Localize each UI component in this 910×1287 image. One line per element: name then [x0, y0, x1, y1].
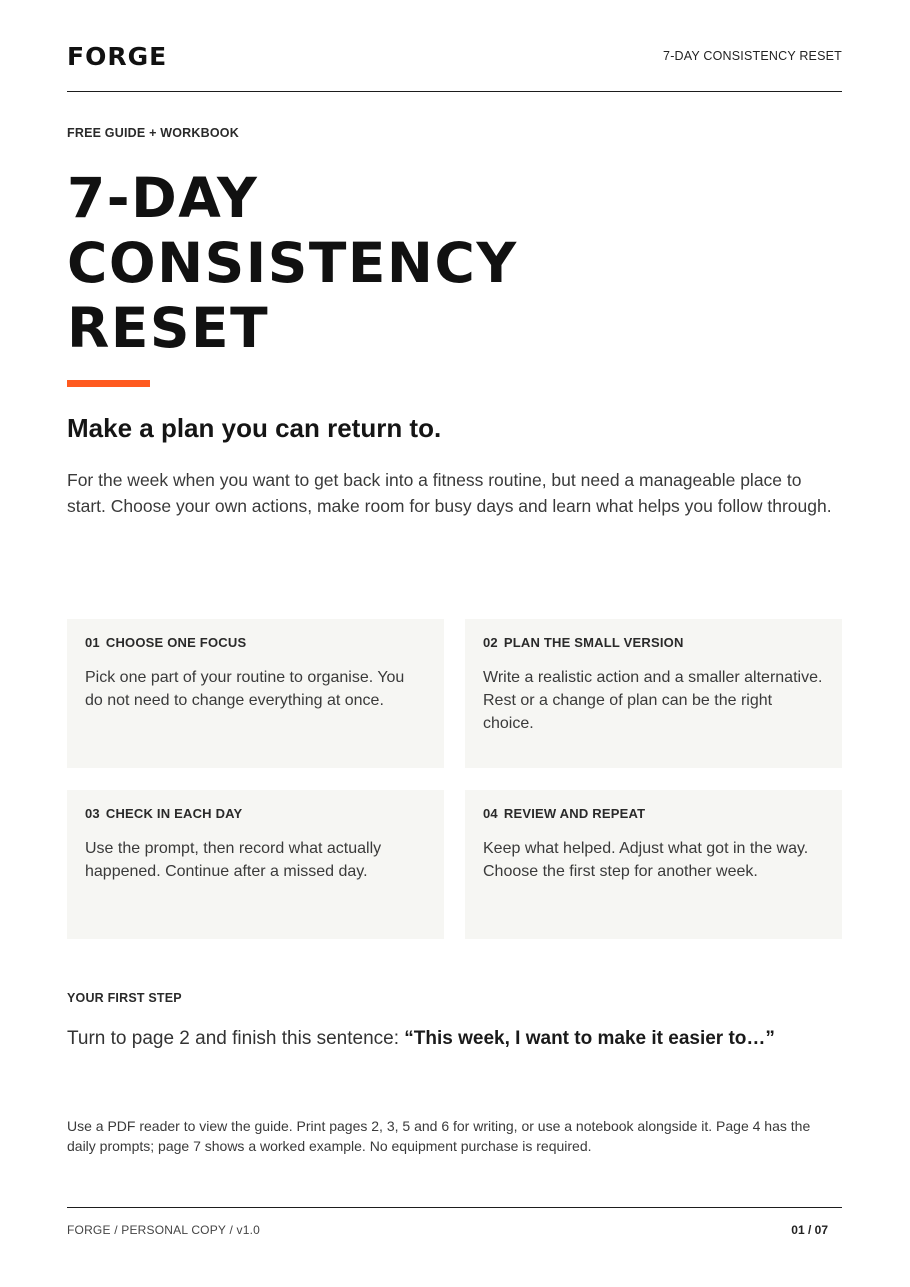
step-title: CHOOSE ONE FOCUS: [105, 635, 247, 650]
page-title: [67, 166, 767, 361]
intro-paragraph: For the week when you want to get back into a fitness routine, but need a manageable place to start. Choose your own actions, make room for busy days and learn what helps you follow through.: [67, 470, 832, 516]
title-line: CONSISTENCY: [67, 231, 518, 295]
step-body: Use the prompt, then record what actually happened. Continue after a missed day.: [85, 840, 382, 880]
step-card: [465, 619, 842, 768]
step-heading: [483, 635, 824, 650]
first-step-label: YOUR FIRST STEP: [67, 991, 182, 1005]
page-footer: [67, 1207, 842, 1237]
step-heading: [483, 806, 824, 821]
step-card: [67, 790, 444, 939]
eyebrow-label: FREE GUIDE + WORKBOOK: [67, 126, 239, 140]
header-doc-title: 7-DAY CONSISTENCY RESET: [663, 49, 842, 63]
usage-note: Use a PDF reader to view the guide. Print pages 2, 3, 5 and 6 for writing, or use a notebook alongside it. Page 4 has the daily prompts; page 7 shows a worked example. No equipment purchase is required.: [67, 1118, 811, 1154]
first-step-text: [67, 1028, 775, 1050]
title-line: RESET: [67, 296, 270, 360]
step-number: 01: [85, 635, 100, 650]
step-body: Keep what helped. Adjust what got in the way. Choose the first step for another week.: [483, 840, 809, 880]
step-body: Write a realistic action and a smaller alternative. Rest or a change of plan can be the right choice.: [483, 669, 823, 732]
step-title: CHECK IN EACH DAY: [105, 806, 243, 821]
step-heading: [85, 806, 426, 821]
step-heading: [85, 635, 426, 650]
step-title: PLAN THE SMALL VERSION: [503, 635, 684, 650]
step-number: 03: [85, 806, 100, 821]
first-step-lead: Turn to page 2 and finish this sentence:: [67, 1028, 405, 1049]
footer-meta: FORGE / PERSONAL COPY / v1.0: [67, 1223, 260, 1237]
step-card: [67, 619, 444, 768]
page-number: 01 / 07: [791, 1223, 828, 1237]
page-header: [67, 40, 842, 92]
guide-page: [67, 0, 842, 1287]
first-step-quote: “This week, I want to make it easier to…”: [404, 1028, 775, 1049]
step-title: REVIEW AND REPEAT: [503, 806, 646, 821]
step-card: [465, 790, 842, 939]
accent-bar: [67, 380, 150, 387]
step-number: 02: [483, 635, 498, 650]
title-line: 7-DAY: [67, 166, 259, 230]
brand-logo: FORGE: [67, 42, 168, 71]
step-number: 04: [483, 806, 498, 821]
step-body: Pick one part of your routine to organise. You do not need to change everything at once.: [85, 669, 405, 709]
subtitle: Make a plan you can return to.: [67, 413, 442, 443]
